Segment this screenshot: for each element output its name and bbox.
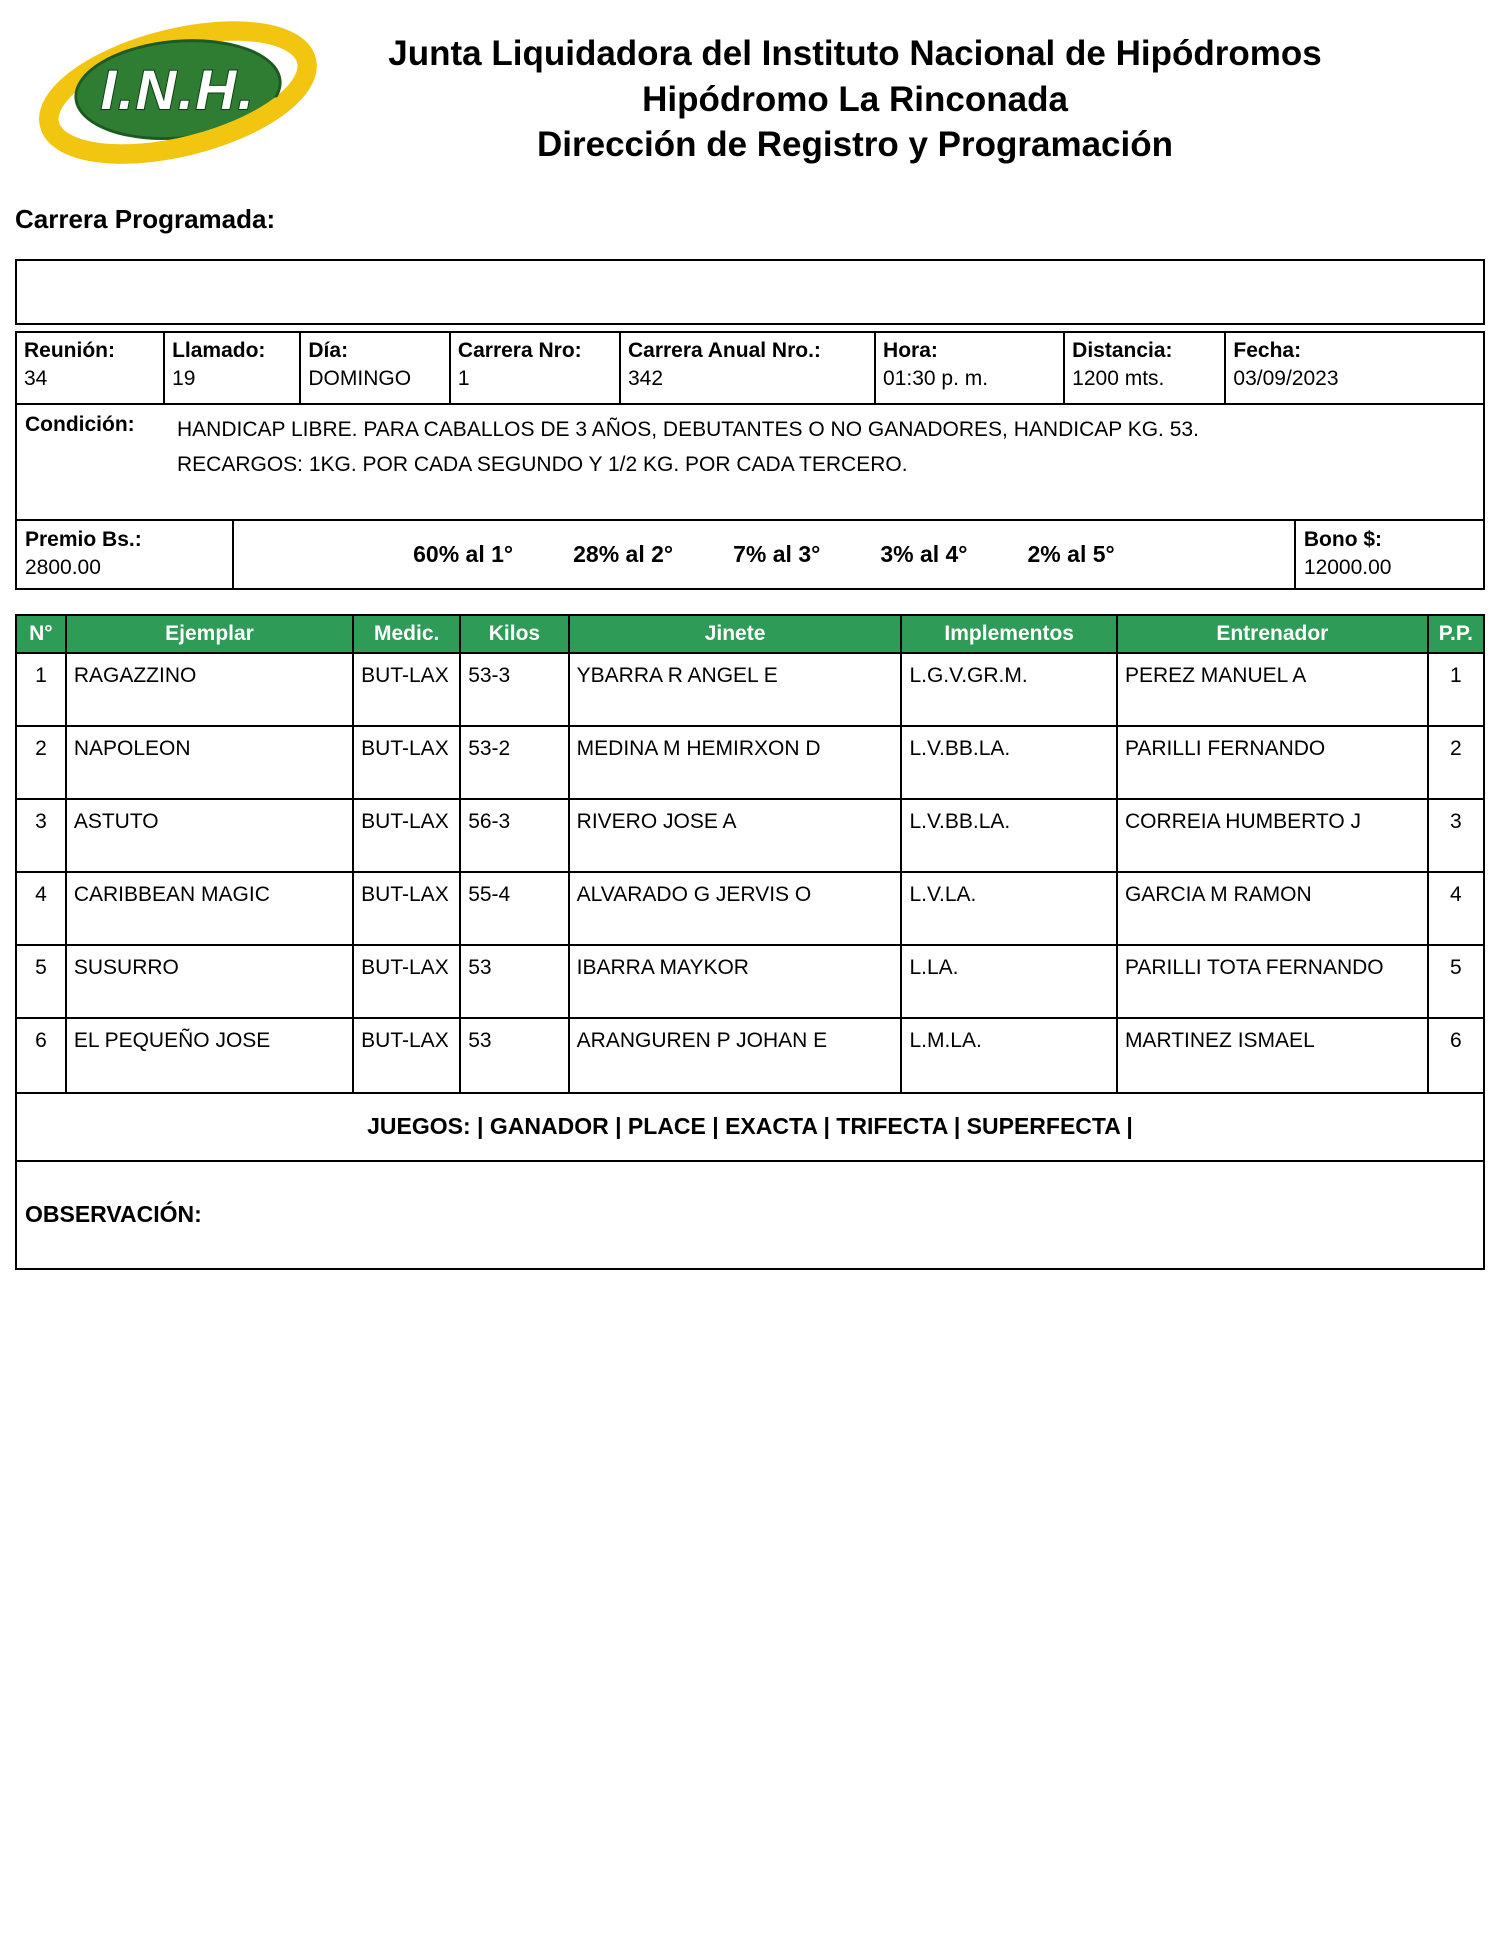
prize-distribution-item: 3% al 4° <box>880 540 968 567</box>
section-title-carrera-programada: Carrera Programada: <box>15 204 276 234</box>
horse-cell-jinete: RIVERO JOSE A <box>570 800 903 871</box>
info-label: Carrera Anual Nro.: <box>627 339 821 362</box>
inh-logo <box>15 15 345 170</box>
horse-cell-numero: 2 <box>17 727 67 798</box>
prize-distribution-item: 2% al 5° <box>1027 540 1115 567</box>
info-field-hora <box>876 333 1065 403</box>
games-text: JUEGOS: | GANADOR | PLACE | EXACTA | TRIFECTA | SUPERFECTA | <box>367 1113 1133 1140</box>
horse-cell-implementos: L.M.LA. <box>902 1019 1118 1092</box>
observation-box <box>15 1160 1485 1270</box>
info-value: 34 <box>24 367 48 391</box>
prize-distribution-item: 28% al 2° <box>573 540 674 567</box>
horse-cell-implementos: L.G.V.GR.M. <box>902 654 1118 725</box>
horse-cell-medic: BUT-LAX <box>354 946 461 1017</box>
horse-cell-pp: 2 <box>1449 736 1462 760</box>
bono-amount: 12000.00 <box>1303 556 1392 580</box>
horse-cell-ejemplar: CARIBBEAN MAGIC <box>67 873 354 944</box>
horse-row <box>17 946 1483 1019</box>
info-field-fecha <box>1226 333 1483 403</box>
header-ejemplar: Ejemplar <box>67 616 354 652</box>
horse-cell-pp: 6 <box>1449 1028 1462 1052</box>
bono-cell <box>1294 521 1483 588</box>
horse-cell-ejemplar: SUSURRO <box>67 946 354 1017</box>
info-value: DOMINGO <box>308 367 412 391</box>
prize-bs-amount: 2800.00 <box>25 556 101 580</box>
horse-cell-pp: 3 <box>1449 809 1462 833</box>
info-field-reunion <box>17 333 165 403</box>
horse-cell-ejemplar: RAGAZZINO <box>67 654 354 725</box>
horse-cell-kilos: 53 <box>461 946 569 1017</box>
info-value: 01:30 p. m. <box>883 367 989 391</box>
horse-row <box>17 800 1483 873</box>
horse-row <box>17 654 1483 727</box>
info-label: Carrera Nro: <box>457 339 582 362</box>
header-entrenador: Entrenador <box>1118 616 1429 652</box>
horse-cell-medic: BUT-LAX <box>354 800 461 871</box>
header-jinete: Jinete <box>570 616 903 652</box>
condition-box <box>15 403 1485 521</box>
horse-cell-ejemplar: NAPOLEON <box>67 727 354 798</box>
header-numero: N° <box>17 616 67 652</box>
header-kilos: Kilos <box>461 616 569 652</box>
horse-cell-ejemplar: EL PEQUEÑO JOSE <box>67 1019 354 1092</box>
horse-cell-numero: 6 <box>17 1019 67 1092</box>
header-pp: P.P. <box>1438 621 1473 645</box>
info-field-dia <box>301 333 451 403</box>
horse-cell-medic: BUT-LAX <box>354 654 461 725</box>
horse-cell-kilos: 56-3 <box>461 800 569 871</box>
horse-cell-jinete: YBARRA R ANGEL E <box>570 654 903 725</box>
title-racetrack: Hipódromo La Rinconada <box>642 79 1068 119</box>
horse-cell-implementos: L.V.BB.LA. <box>902 800 1118 871</box>
info-field-llamado <box>165 333 301 403</box>
title-department: Dirección de Registro y Programación <box>536 125 1173 164</box>
horse-cell-implementos: L.V.LA. <box>902 873 1118 944</box>
horse-cell-numero: 1 <box>17 654 67 725</box>
horse-cell-numero: 5 <box>17 946 67 1017</box>
horses-table-body <box>17 654 1483 1092</box>
document-titles <box>345 15 1485 168</box>
horses-table-header <box>17 616 1483 654</box>
horse-cell-entrenador: GARCIA M RAMON <box>1118 873 1429 944</box>
info-label: Hora: <box>883 339 938 362</box>
horse-cell-medic: BUT-LAX <box>354 873 461 944</box>
condition-label: Condición: <box>25 413 135 436</box>
condition-text: HANDICAP LIBRE. PARA CABALLOS DE 3 AÑOS, DEBUTANTES O NO GANADORES, HANDICAP KG. 53. RECARGOS: 1KG. POR CADA SEGUNDO Y 1/2 KG. POR CADA TERCERO. <box>177 418 1199 476</box>
info-value: 1200 mts. <box>1072 367 1165 391</box>
horse-cell-entrenador: PARILLI TOTA FERNANDO <box>1118 946 1429 1017</box>
info-label: Llamado: <box>172 339 266 362</box>
horses-table <box>15 614 1485 1094</box>
horse-cell-implementos: L.V.BB.LA. <box>902 727 1118 798</box>
title-organization: Junta Liquidadora del Instituto Nacional de Hipódromos <box>388 34 1322 73</box>
horse-cell-entrenador: CORREIA HUMBERTO J <box>1118 800 1429 871</box>
header-implementos: Implementos <box>902 616 1118 652</box>
horse-cell-kilos: 55-4 <box>461 873 569 944</box>
info-label: Distancia: <box>1072 339 1173 362</box>
info-value: 342 <box>627 367 664 391</box>
horse-cell-medic: BUT-LAX <box>354 1019 461 1092</box>
inh-logo-graphic <box>33 20 323 165</box>
prize-bs-cell <box>17 521 234 588</box>
horse-cell-numero: 3 <box>17 800 67 871</box>
horse-cell-pp: 5 <box>1449 955 1462 979</box>
horse-cell-numero: 4 <box>17 873 67 944</box>
bono-label: Bono $: <box>1303 528 1383 551</box>
info-value: 03/09/2023 <box>1233 367 1339 391</box>
games-box <box>15 1092 1485 1162</box>
horse-cell-medic: BUT-LAX <box>354 727 461 798</box>
info-field-carrera-anual-nro <box>621 333 876 403</box>
horse-cell-entrenador: MARTINEZ ISMAEL <box>1118 1019 1429 1092</box>
horse-cell-pp: 4 <box>1449 882 1462 906</box>
info-label: Día: <box>308 339 349 362</box>
observation-label: OBSERVACIÓN: <box>25 1201 202 1228</box>
horse-cell-implementos: L.LA. <box>902 946 1118 1017</box>
horse-row <box>17 1019 1483 1092</box>
info-label: Reunión: <box>24 339 115 362</box>
horse-cell-entrenador: PARILLI FERNANDO <box>1118 727 1429 798</box>
info-field-distancia <box>1065 333 1226 403</box>
horse-row <box>17 727 1483 800</box>
prize-bs-label: Premio Bs.: <box>25 528 142 551</box>
horse-cell-jinete: ARANGUREN P JOHAN E <box>570 1019 903 1092</box>
info-field-carrera-nro <box>451 333 621 403</box>
race-info-table <box>15 331 1485 405</box>
horse-cell-kilos: 53-2 <box>461 727 569 798</box>
info-value: 1 <box>457 367 470 391</box>
prize-row <box>15 519 1485 590</box>
horse-cell-jinete: MEDINA M HEMIRXON D <box>570 727 903 798</box>
horse-cell-kilos: 53-3 <box>461 654 569 725</box>
race-name-empty-box <box>15 259 1485 325</box>
info-label: Fecha: <box>1233 339 1302 362</box>
horse-cell-jinete: ALVARADO G JERVIS O <box>570 873 903 944</box>
info-value: 19 <box>172 367 196 391</box>
horse-cell-jinete: IBARRA MAYKOR <box>570 946 903 1017</box>
prize-distribution-item: 60% al 1° <box>413 540 514 567</box>
header-medic: Medic. <box>354 616 461 652</box>
horse-row <box>17 873 1483 946</box>
horse-cell-ejemplar: ASTUTO <box>67 800 354 871</box>
prize-distribution <box>234 521 1294 588</box>
horse-cell-kilos: 53 <box>461 1019 569 1092</box>
document-header <box>15 15 1485 170</box>
prize-distribution-item: 7% al 3° <box>733 540 821 567</box>
horse-cell-pp: 1 <box>1449 663 1462 687</box>
inh-logo-text: I.N.H. <box>100 57 256 121</box>
horse-cell-entrenador: PEREZ MANUEL A <box>1118 654 1429 725</box>
